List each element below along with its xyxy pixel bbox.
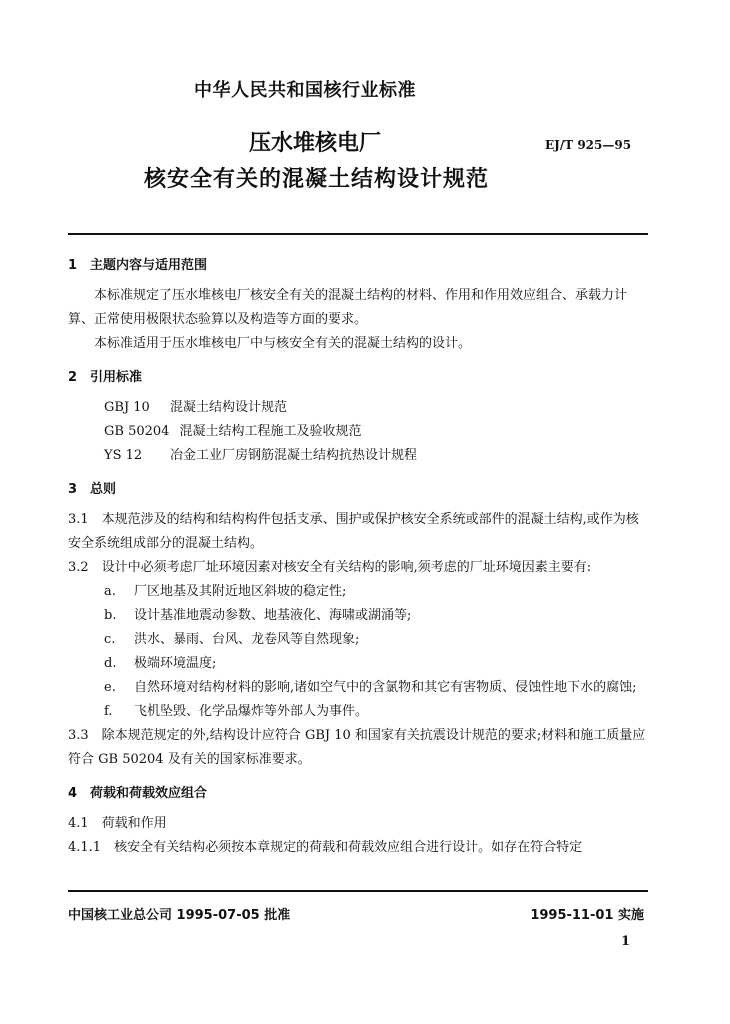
list-item: b. 设计基准地震动参数、地基液化、海啸或湖涌等; bbox=[104, 608, 412, 623]
page-number: 1 bbox=[620, 934, 630, 949]
implementation-date: 1995-11-01 实施 bbox=[530, 908, 644, 923]
clause-3-2: 3.2 设计中必须考虑厂址环境因素对核安全有关结构的影响,须考虑的厂址环境因素主要有: bbox=[68, 560, 592, 575]
reference-item: GBJ 10 混凝土结构设计规范 bbox=[104, 400, 288, 415]
section-1-paragraph-2: 本标准适用于压水堆核电厂中与核安全有关的混凝土结构的设计。 bbox=[94, 336, 472, 351]
section-1-paragraph-1: 本标准规定了压水堆核电厂核安全有关的混凝土结构的材料、作用和作用效应组合、承载力计算、正常使用极限状态验算以及构造等方面的要求。 bbox=[68, 288, 628, 327]
section-4-heading: 4 荷载和荷载效应组合 bbox=[68, 786, 208, 801]
document-title-line2: 核安全有关的混凝土结构设计规范 bbox=[144, 167, 490, 192]
section-1-heading: 1 主题内容与适用范围 bbox=[68, 258, 208, 273]
header-divider bbox=[68, 233, 648, 235]
list-item: a. 厂区地基及其附近地区斜坡的稳定性; bbox=[104, 584, 347, 599]
standard-code: EJ/T 925—95 bbox=[545, 138, 632, 152]
footer-divider bbox=[68, 890, 648, 892]
section-3-heading: 3 总则 bbox=[68, 482, 117, 497]
section-2-heading: 2 引用标准 bbox=[68, 370, 143, 385]
reference-item: GB 50204 混凝土结构工程施工及验收规范 bbox=[104, 424, 362, 439]
standard-category-heading: 中华人民共和国核行业标准 bbox=[194, 80, 416, 101]
clause-3-3: 3.3 除本规范规定的外,结构设计应符合 GBJ 10 和国家有关抗震设计规范的要求;材料和施工质量应符合 GB 50204 及有关的国家标准要求。 bbox=[68, 728, 646, 767]
clause-4-1: 4.1 荷载和作用 bbox=[68, 816, 167, 831]
approval-note: 中国核工业总公司 1995-07-05 批准 bbox=[68, 908, 291, 923]
reference-item: YS 12 冶金工业厂房钢筋混凝土结构抗热设计规程 bbox=[104, 448, 418, 463]
list-item: d. 极端环境温度; bbox=[104, 656, 217, 671]
list-item: e. 自然环境对结构材料的影响,诸如空气中的含氯物和其它有害物质、侵蚀性地下水的腐蚀; bbox=[104, 680, 637, 695]
list-item: f. 飞机坠毁、化学品爆炸等外部人为事件。 bbox=[104, 704, 369, 719]
clause-3-1: 3.1 本规范涉及的结构和结构构件包括支承、围护或保护核安全系统或部件的混凝土结构,或作为核安全系统组成部分的混凝土结构。 bbox=[68, 512, 639, 551]
list-item: c. 洪水、暴雨、台风、龙卷风等自然现象; bbox=[104, 632, 360, 647]
document-body bbox=[68, 250, 648, 860]
clause-4-1-1: 4.1.1 核安全有关结构必须按本章规定的荷载和荷载效应组合进行设计。如存在符合特定 bbox=[68, 840, 583, 855]
document-title-line1: 压水堆核电厂 bbox=[248, 131, 381, 156]
